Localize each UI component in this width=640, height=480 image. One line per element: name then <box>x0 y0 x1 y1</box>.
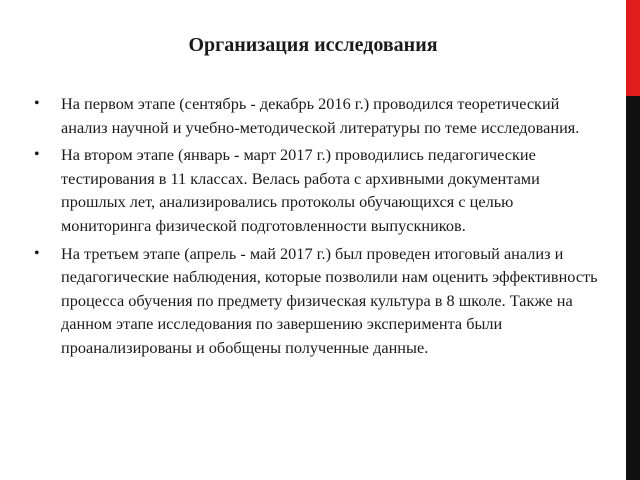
bullet-marker: • <box>34 95 40 112</box>
bullet-text: На первом этапе (сентябрь - декабрь 2016 г.) проводился теоретический анализ научной и учебно-методической литературы по теме исследования. <box>61 94 580 137</box>
bullet-marker: • <box>34 146 40 164</box>
slide-title: Организация исследования <box>188 34 438 56</box>
red-accent-bar <box>626 0 640 96</box>
bullet-item-stage-3 <box>34 242 600 360</box>
black-accent-bar <box>626 96 640 480</box>
bullet-item-stage-2 <box>34 143 600 237</box>
bullet-text: На втором этапе (январь - март 2017 г.) проводились педагогические тестирования в 11 классах. Велась работа с архивными документами прошлых лет, анализировались протоколы обучающихся с целью мониторинга физической подготовленности выпускников. <box>61 145 540 235</box>
bullet-list <box>34 92 600 364</box>
bullet-marker: • <box>34 244 40 262</box>
bullet-item-stage-1 <box>34 92 600 139</box>
bullet-text: На третьем этапе (апрель - май 2017 г.) был проведен итоговый анализ и педагогические наблюдения, которые позволили нам оценить эффективность процесса обучения по предмету физическая культура в 8 школе. Также на данном этапе исследования по завершению эксперимента были проанализированы и обобщены полученные данные. <box>61 243 598 357</box>
